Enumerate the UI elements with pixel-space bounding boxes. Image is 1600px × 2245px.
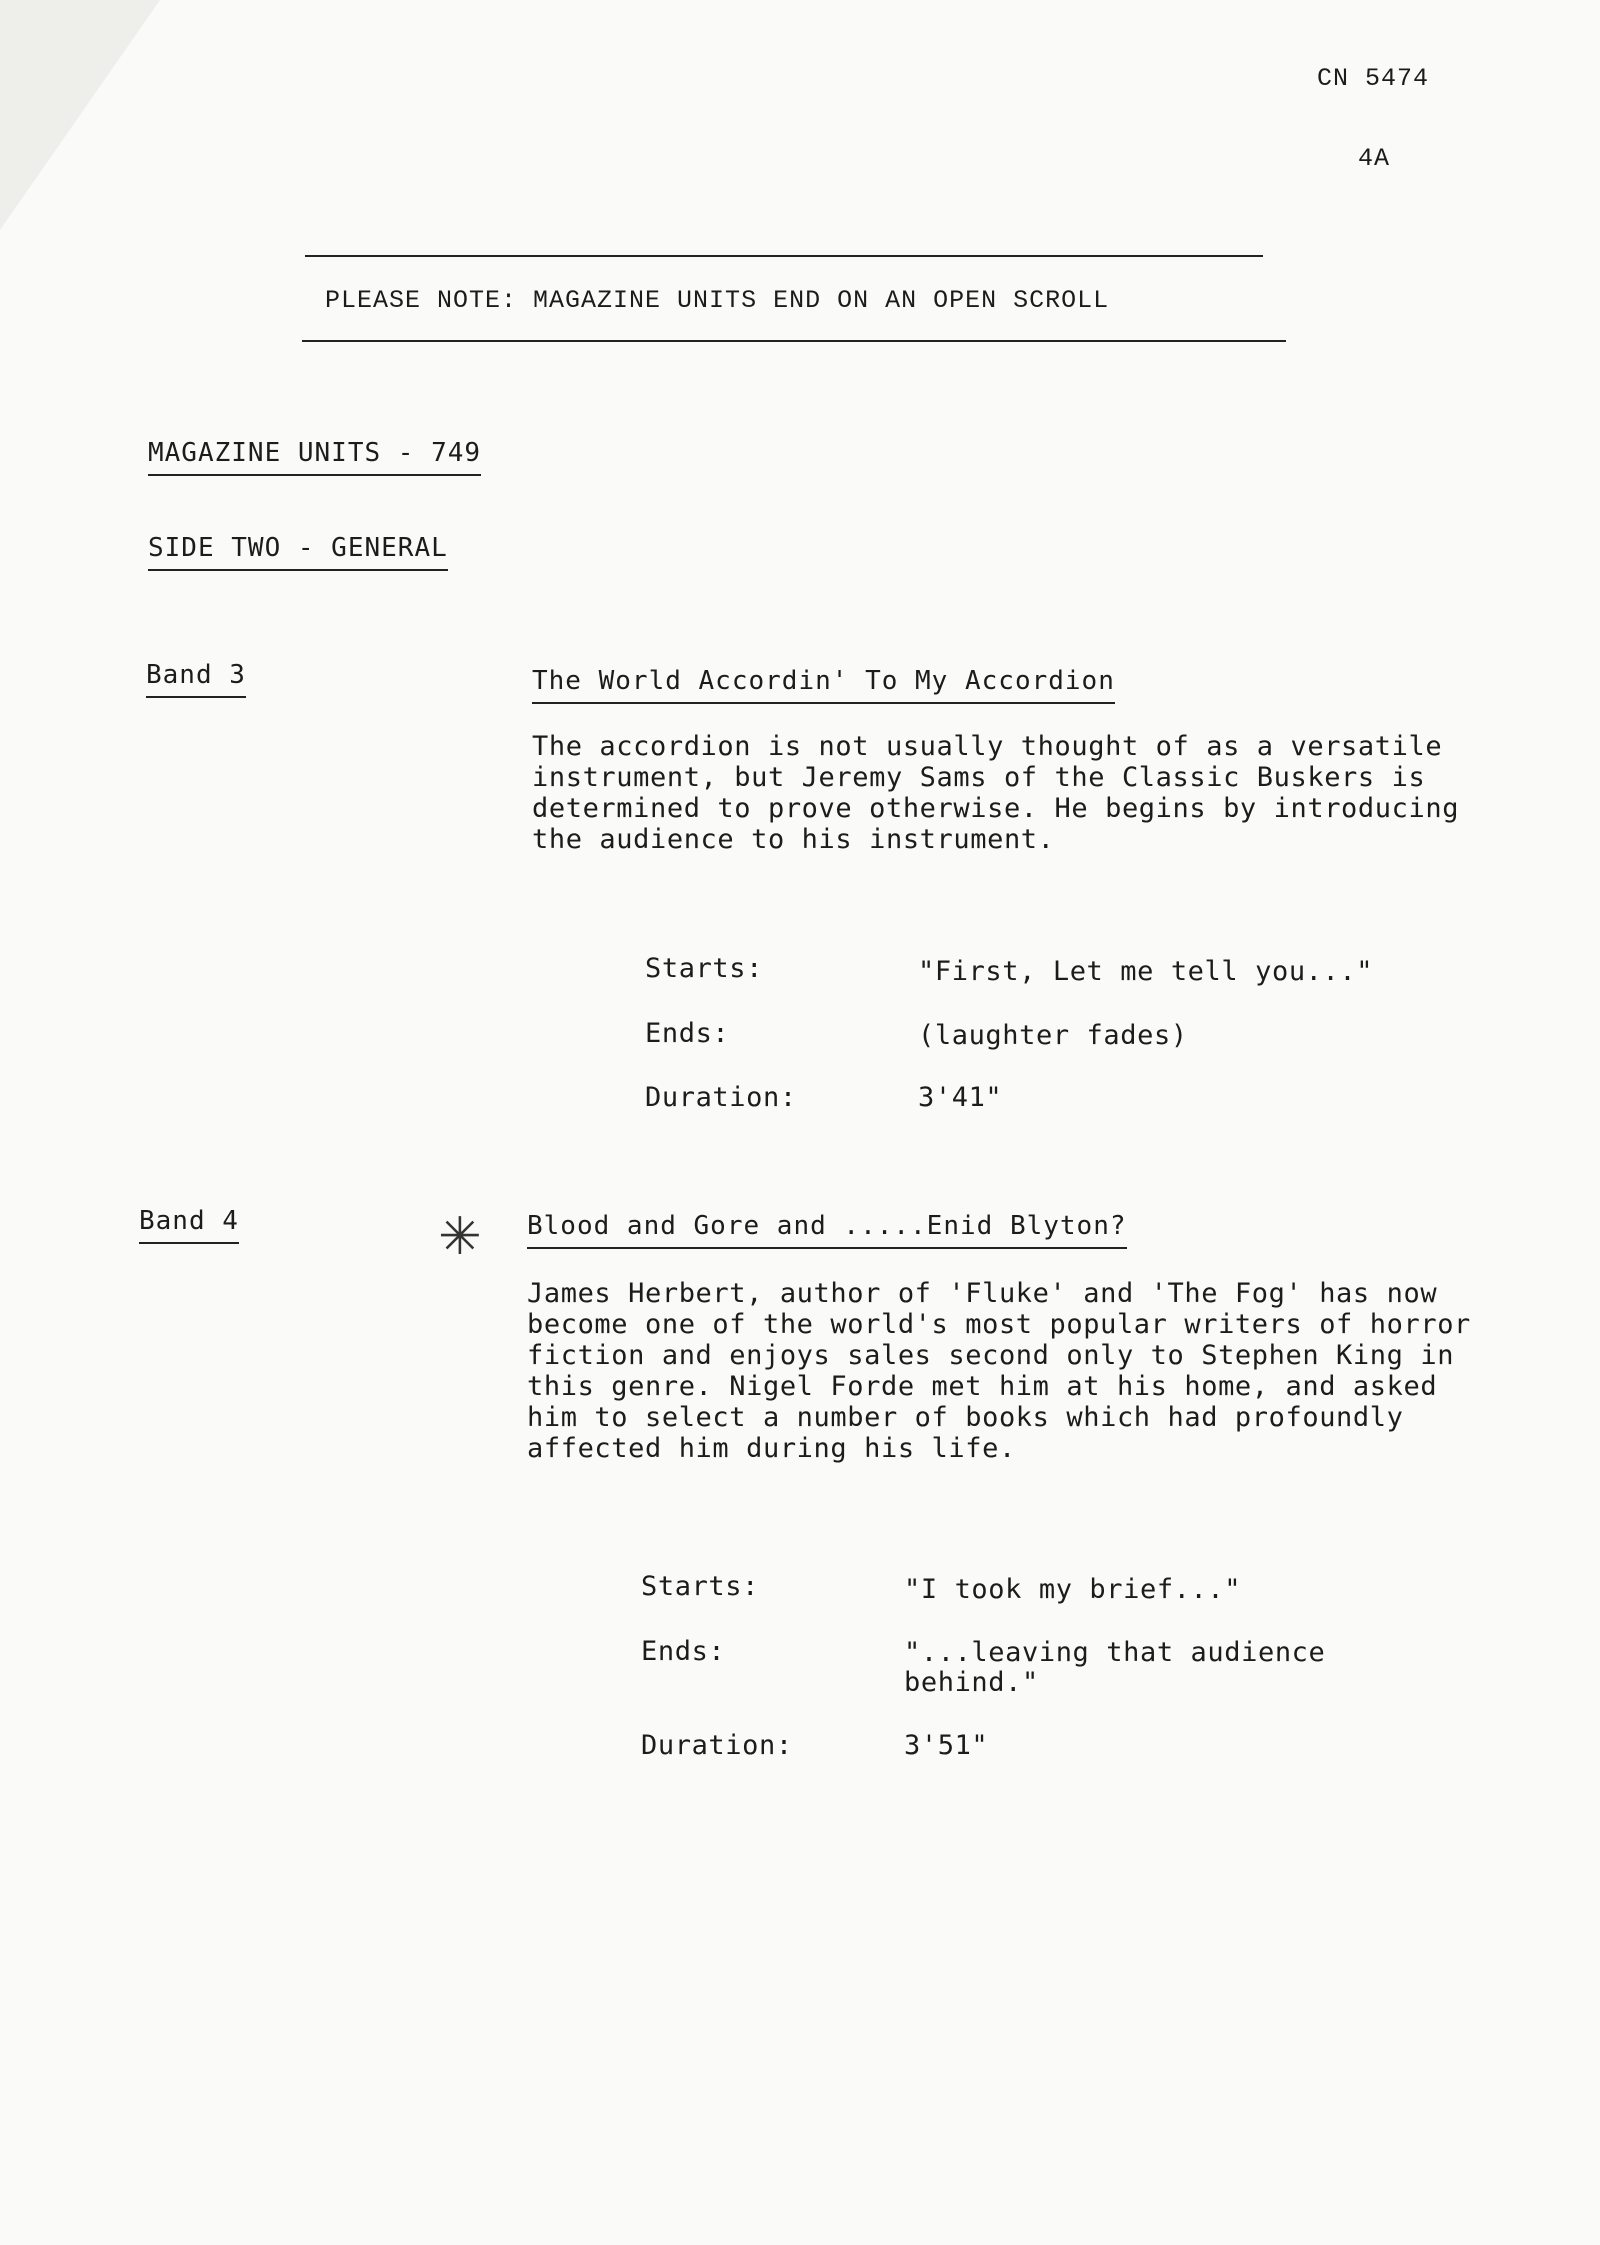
side-title: SIDE TWO - GENERAL (148, 533, 448, 571)
duration-value: 3'41" (918, 1082, 1003, 1113)
notice-text: PLEASE NOTE: MAGAZINE UNITS END ON AN OPEN SCROLL (325, 286, 1110, 315)
section-title: MAGAZINE UNITS - 749 (148, 438, 481, 476)
band-description: James Herbert, author of 'Fluke' and 'The Fog' has now become one of the world's most popular writers of horror fiction and enjoys sales second only to Stephen King in this genre. Nigel Forde met him at his home, and asked him to select a number of books which had profoundly affected him during his life. (527, 1278, 1471, 1464)
starts-label: Starts: (641, 1571, 759, 1602)
duration-value: 3'51" (904, 1730, 989, 1761)
duration-label: Duration: (641, 1730, 793, 1761)
duration-label: Duration: (645, 1082, 797, 1113)
handwritten-asterisk-icon: ✳ (438, 1207, 482, 1267)
notice-bottom-rule (302, 340, 1286, 342)
catalogue-number: CN 5474 (1317, 64, 1430, 93)
ends-label: Ends: (645, 1018, 730, 1049)
ends-label: Ends: (641, 1636, 726, 1667)
ends-value: (laughter fades) (918, 1020, 1188, 1051)
band-title: Blood and Gore and .....Enid Blyton? (527, 1211, 1127, 1249)
band-description: The accordion is not usually thought of as a versatile instrument, but Jeremy Sams of the Classic Buskers is determined to prove otherwise. He begins by introducing the audience to his instrument. (532, 731, 1460, 855)
ends-value: "...leaving that audience behind." (904, 1637, 1326, 1698)
starts-value: "I took my brief..." (904, 1574, 1242, 1605)
band-label: Band 3 (146, 660, 246, 698)
folded-corner (0, 0, 160, 230)
starts-value: "First, Let me tell you..." (918, 956, 1374, 987)
page-number: 4A (1358, 144, 1391, 173)
band-label: Band 4 (139, 1206, 239, 1244)
starts-label: Starts: (645, 953, 763, 984)
band-title: The World Accordin' To My Accordion (532, 666, 1115, 704)
notice-top-rule (305, 255, 1263, 257)
